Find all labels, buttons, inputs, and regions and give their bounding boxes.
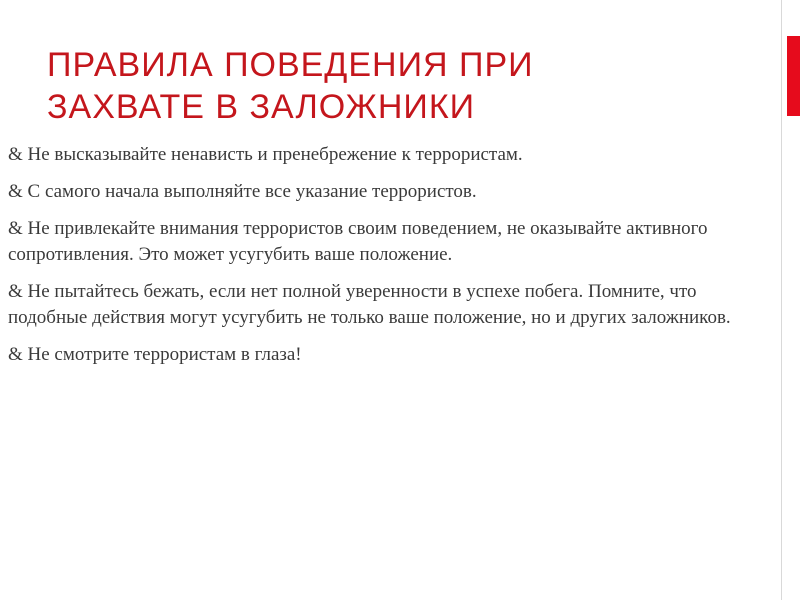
- bullet-item: & Не привлекайте внимания террористов своим поведением, не оказывайте активного сопротивления. Это может усугубить ваше положение.: [8, 218, 708, 265]
- red-accent-bar: [787, 36, 800, 116]
- bullet-item: & Не смотрите террористам в глаза!: [8, 344, 302, 365]
- bullet-item: & С самого начала выполняйте все указание террористов.: [8, 181, 477, 202]
- bullet-item: & Не пытайтесь бежать, если нет полной уверенности в успехе побега. Помните, что подобные действия могут усугубить не только ваше положение, но и других заложников.: [8, 281, 731, 328]
- slide-title: ПРАВИЛА ПОВЕДЕНИЯ ПРИ ЗАХВАТЕ В ЗАЛОЖНИКИ: [47, 46, 534, 126]
- bullet-item: & Не высказывайте ненависть и пренебрежение к террористам.: [8, 144, 523, 165]
- bullet-list: [8, 142, 738, 379]
- right-divider-line: [781, 0, 782, 600]
